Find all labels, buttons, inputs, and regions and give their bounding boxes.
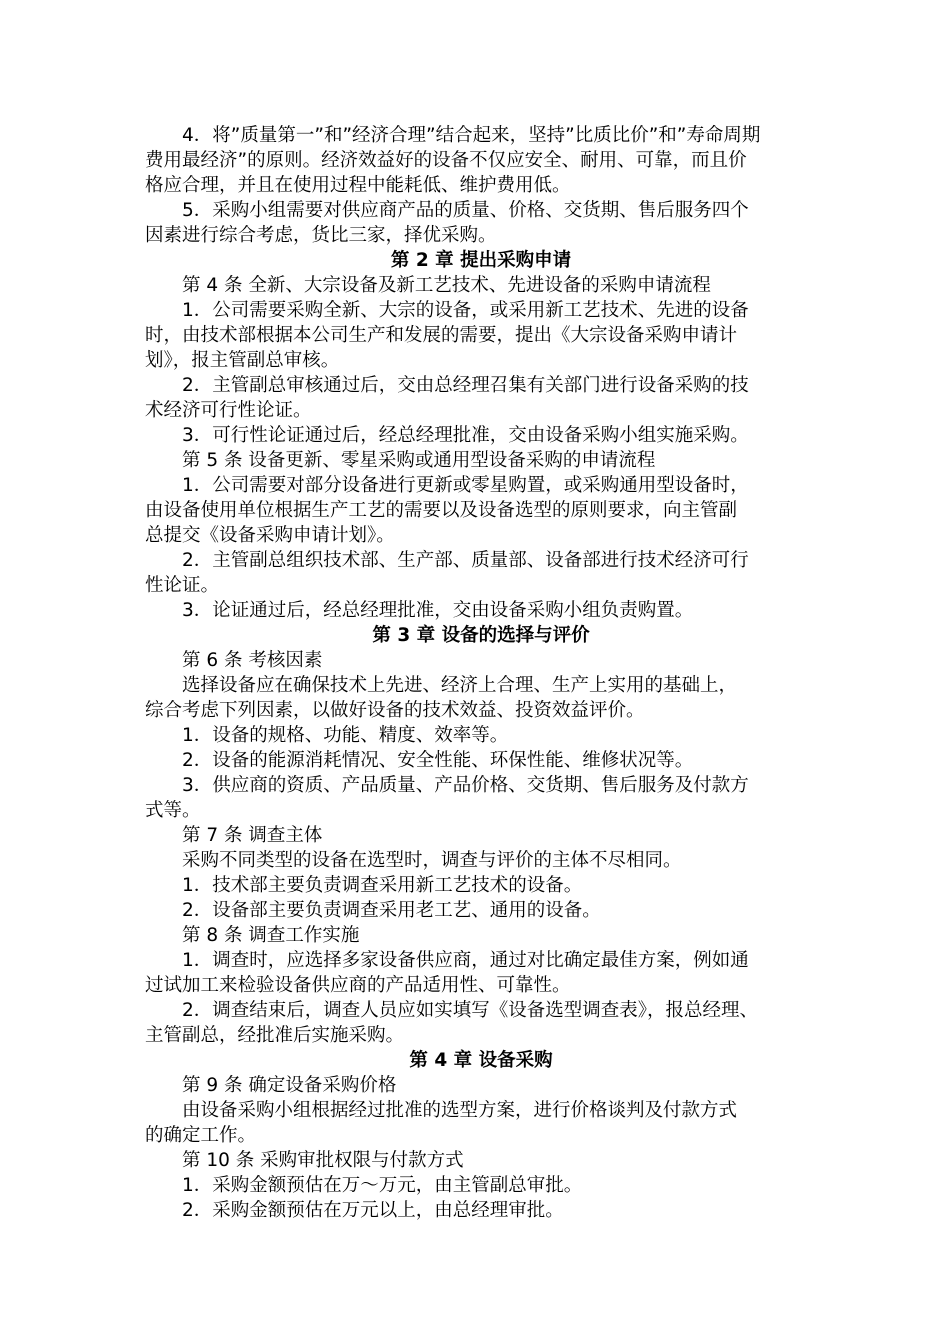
chapter-heading: 第 2 章 提出采购申请 bbox=[390, 250, 572, 271]
text-line: 的确定工作。 bbox=[145, 1125, 257, 1146]
text-line: 由设备使用单位根据生产工艺的需要以及设备选型的原则要求，向主管副 bbox=[145, 500, 738, 521]
text-line: 第 4 条 全新、大宗设备及新工艺技术、先进设备的采购申请流程 bbox=[182, 275, 711, 296]
text-line: 3．供应商的资质、产品质量、产品价格、交货期、售后服务及付款方 bbox=[182, 775, 749, 796]
text-line: 2．调查结束后，调查人员应如实填写《设备选型调查表》，报总经理、 bbox=[182, 1000, 759, 1021]
text-line: 1．公司需要对部分设备进行更新或零星购置，或采购通用型设备时， bbox=[182, 475, 749, 496]
text-line: 总提交《设备采购申请计划》。 bbox=[145, 525, 395, 546]
text-line: 第 7 条 调查主体 bbox=[182, 825, 323, 846]
text-line: 格应合理，并且在使用过程中能耗低、维护费用低。 bbox=[145, 175, 571, 196]
text-line: 1．设备的规格、功能、精度、效率等。 bbox=[182, 725, 509, 746]
text-line: 过试加工来检验设备供应商的产品适用性、可靠性。 bbox=[145, 975, 571, 996]
text-line: 第 6 条 考核因素 bbox=[182, 650, 323, 671]
text-line: 1．采购金额预估在万～万元，由主管副总审批。 bbox=[182, 1175, 583, 1196]
text-line: 综合考虑下列因素，以做好设备的技术效益、投资效益评价。 bbox=[145, 700, 645, 721]
text-line: 1．调查时，应选择多家设备供应商，通过对比确定最佳方案，例如通 bbox=[182, 950, 749, 971]
text-line: 时，由技术部根据本公司生产和发展的需要，提出《大宗设备采购申请计 bbox=[145, 325, 738, 346]
text-line: 2．采购金额预估在万元以上，由总经理审批。 bbox=[182, 1200, 564, 1221]
text-line: 划》，报主管副总审核。 bbox=[145, 350, 340, 371]
text-line: 2．主管副总审核通过后，交由总经理召集有关部门进行设备采购的技 bbox=[182, 375, 749, 396]
text-line: 因素进行综合考虑，货比三家，择优采购。 bbox=[145, 225, 497, 246]
text-line: 2．设备的能源消耗情况、安全性能、环保性能、维修状况等。 bbox=[182, 750, 694, 771]
text-line: 第 9 条 确定设备采购价格 bbox=[182, 1075, 397, 1096]
chapter-heading: 第 3 章 设备的选择与评价 bbox=[372, 625, 590, 646]
text-line: 费用最经济”的原则。经济效益好的设备不仅应安全、耐用、可靠，而且价 bbox=[145, 150, 747, 171]
text-line: 主管副总，经批准后实施采购。 bbox=[145, 1025, 405, 1046]
text-line: 第 5 条 设备更新、零星采购或通用型设备采购的申请流程 bbox=[182, 450, 656, 471]
text-line: 1．技术部主要负责调查采用新工艺技术的设备。 bbox=[182, 875, 583, 896]
text-line: 第 10 条 采购审批权限与付款方式 bbox=[182, 1150, 464, 1171]
text-line: 3．论证通过后，经总经理批准，交由设备采购小组负责购置。 bbox=[182, 600, 694, 621]
text-line: 2．设备部主要负责调查采用老工艺、通用的设备。 bbox=[182, 900, 601, 921]
text-line: 第 8 条 调查工作实施 bbox=[182, 925, 360, 946]
text-line: 5．采购小组需要对供应商产品的质量、价格、交货期、售后服务四个 bbox=[182, 200, 749, 221]
text-line: 性论证。 bbox=[145, 575, 220, 596]
text-line: 选择设备应在确保技术上先进、经济上合理、生产上实用的基础上， bbox=[182, 675, 738, 696]
text-line: 采购不同类型的设备在选型时，调查与评价的主体不尽相同。 bbox=[182, 850, 682, 871]
text-line: 4．将”质量第一”和”经济合理”结合起来，坚持”比质比价”和”寿命周期 bbox=[182, 125, 761, 146]
text-line: 2．主管副总组织技术部、生产部、质量部、设备部进行技术经济可行 bbox=[182, 550, 749, 571]
text-line: 术经济可行性论证。 bbox=[145, 400, 312, 421]
chapter-heading: 第 4 章 设备采购 bbox=[409, 1050, 553, 1071]
text-line: 由设备采购小组根据经过批准的选型方案，进行价格谈判及付款方式 bbox=[182, 1100, 738, 1121]
document-body bbox=[145, 123, 817, 1223]
text-line: 3．可行性论证通过后，经总经理批准，交由设备采购小组实施采购。 bbox=[182, 425, 749, 446]
text-line: 1．公司需要采购全新、大宗的设备，或采用新工艺技术、先进的设备 bbox=[182, 300, 749, 321]
text-line: 式等。 bbox=[145, 800, 201, 821]
